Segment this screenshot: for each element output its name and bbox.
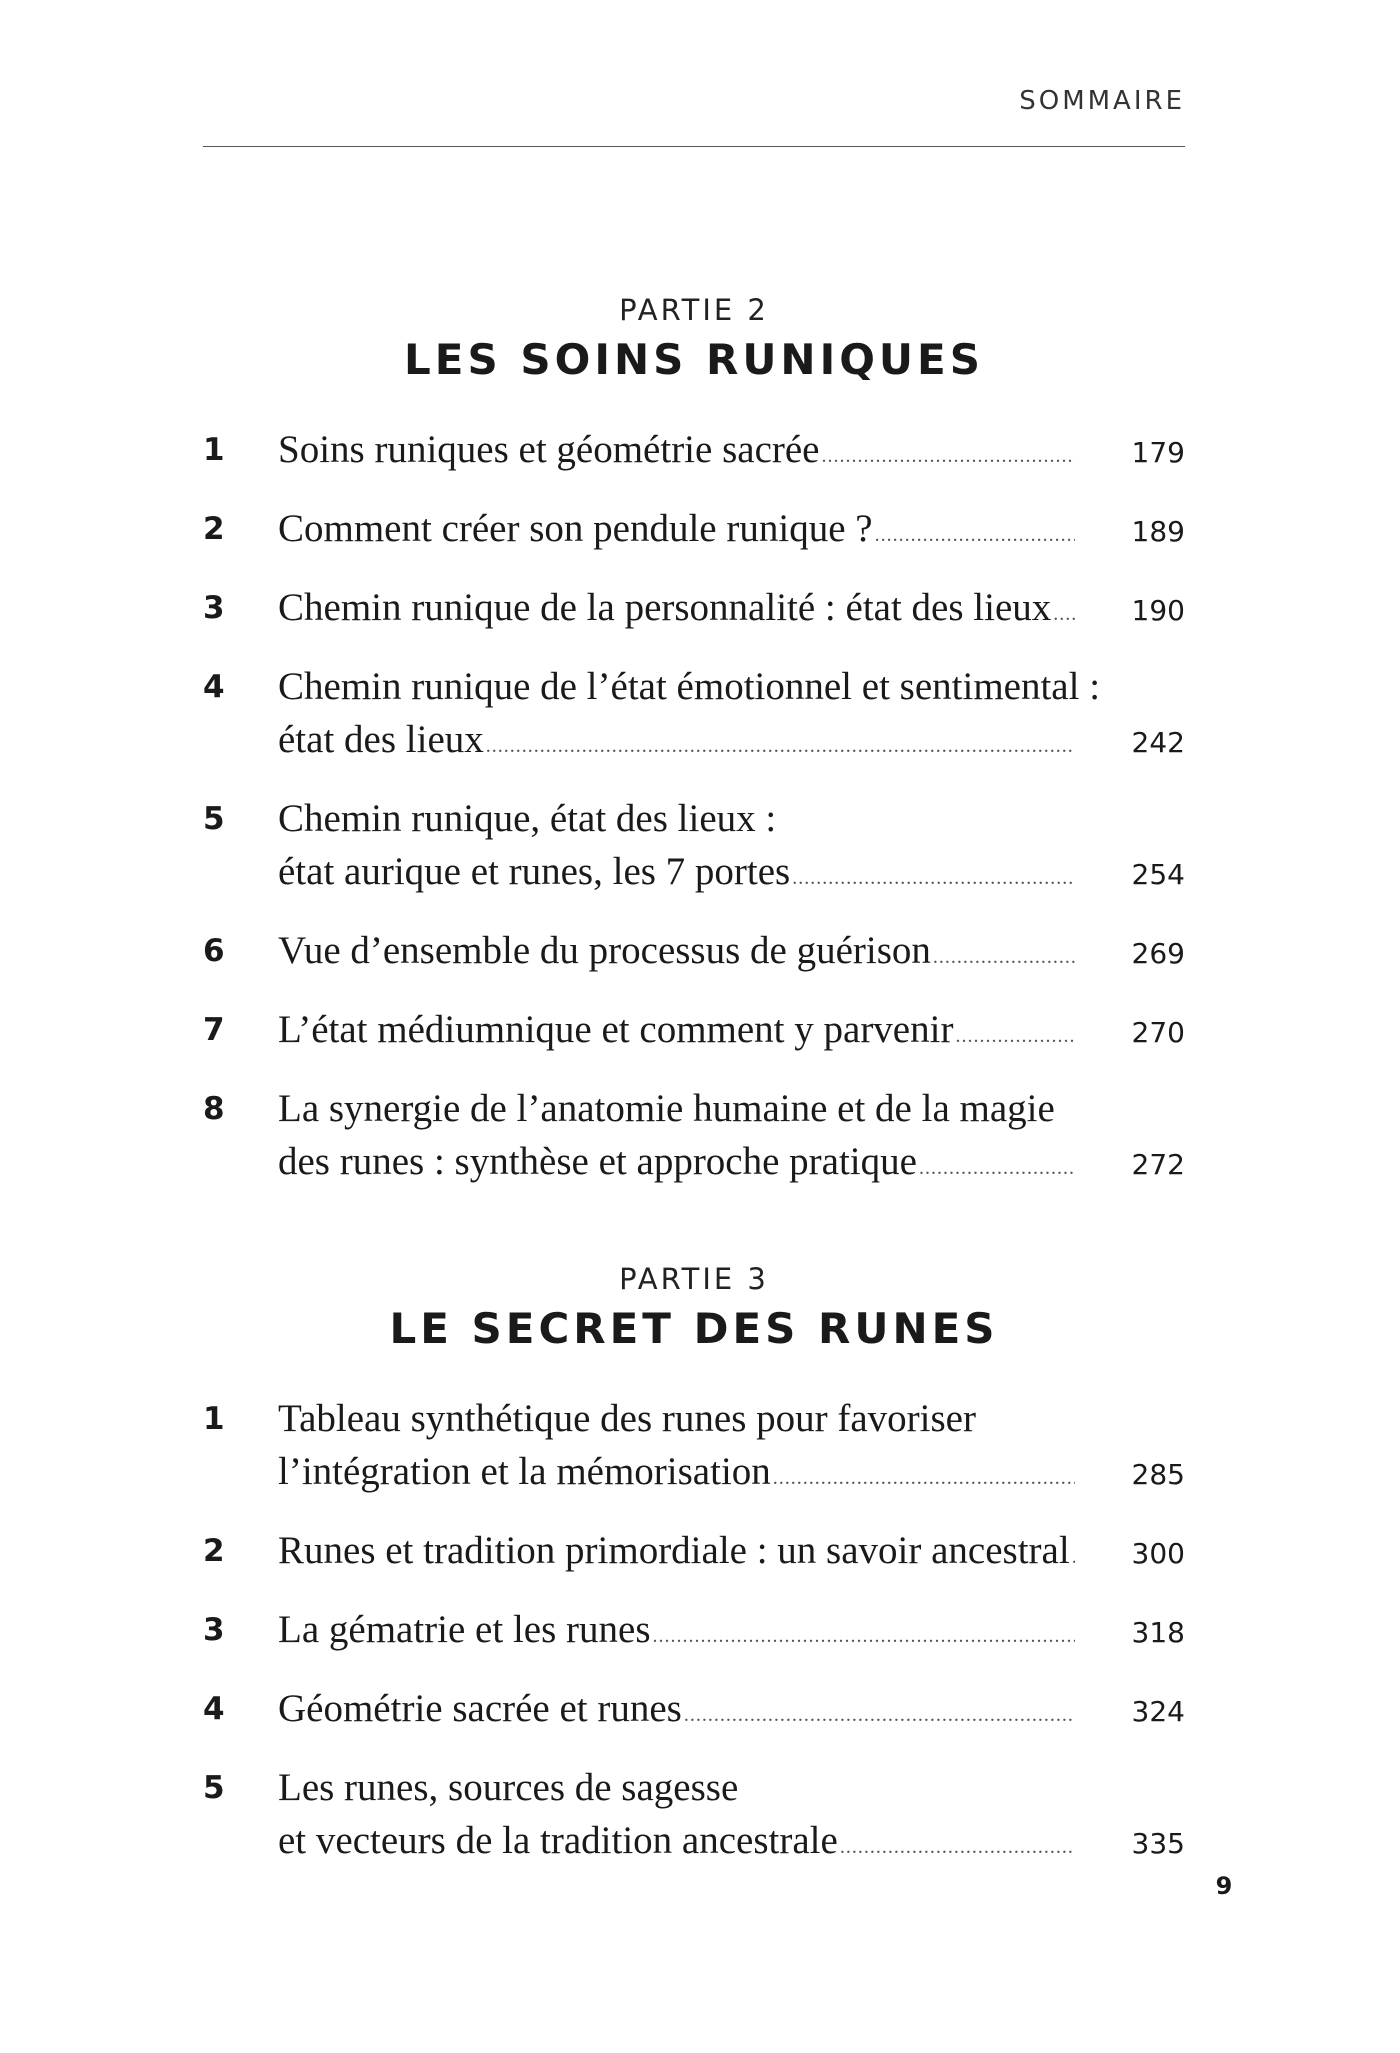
chapter-number: 3	[203, 1612, 225, 1648]
part-section	[203, 293, 1185, 1214]
chapter-number: 1	[203, 1401, 225, 1437]
page-reference: 335	[1131, 1827, 1185, 1860]
toc-entry[interactable]	[203, 792, 1185, 905]
chapter-title-text: La synergie de l’anatomie humaine et de la magie	[278, 1087, 1055, 1130]
page-reference: 179	[1131, 436, 1185, 469]
chapter-number: 2	[203, 511, 225, 547]
chapter-title-text: Chemin runique de l’état émotionnel et sentimental :	[278, 665, 1101, 708]
chapter-title	[278, 1761, 1185, 1874]
part-title: LES SOINS RUNIQUES	[404, 335, 984, 384]
chapter-title-text: état des lieux	[278, 718, 484, 761]
toc-entry[interactable]	[203, 1003, 1185, 1063]
chapter-number: 6	[203, 933, 225, 969]
page-reference: 324	[1131, 1695, 1185, 1728]
chapter-title-line	[278, 1445, 1185, 1505]
toc-entry[interactable]	[203, 423, 1185, 483]
chapter-title-line	[278, 581, 1185, 641]
chapter-title-text: Les runes, sources de sagesse	[278, 1766, 739, 1809]
page-reference: 269	[1131, 937, 1185, 970]
toc-list	[203, 1392, 1185, 1874]
chapter-title-line	[278, 924, 1185, 984]
dot-leader	[792, 852, 1075, 905]
toc-entry[interactable]	[203, 1761, 1185, 1874]
page-reference: 190	[1131, 594, 1185, 627]
chapter-title-text: et vecteurs de la tradition ancestrale	[278, 1819, 838, 1862]
page-reference: 285	[1131, 1458, 1185, 1491]
chapter-title-line	[278, 423, 1185, 483]
chapter-title	[278, 423, 1185, 483]
chapter-title-text: Tableau synthétique des runes pour favoriser	[278, 1397, 976, 1440]
chapter-number: 2	[203, 1533, 225, 1569]
chapter-title-line	[278, 1814, 1185, 1874]
part-title: LE SECRET DES RUNES	[389, 1304, 999, 1353]
chapter-title-text: Chemin runique, état des lieux :	[278, 797, 777, 840]
part-label: PARTIE 2	[619, 293, 769, 327]
dot-leader	[1072, 1531, 1075, 1584]
chapter-number: 5	[203, 801, 225, 837]
dot-leader	[684, 1689, 1075, 1742]
chapter-title-line	[278, 660, 1185, 713]
toc-entry[interactable]	[203, 1524, 1185, 1584]
toc-entry[interactable]	[203, 1082, 1185, 1195]
chapter-title-line	[278, 502, 1185, 562]
chapter-title	[278, 792, 1185, 905]
toc-entry[interactable]	[203, 1603, 1185, 1663]
chapter-title-line	[278, 1003, 1185, 1063]
running-head: SOMMAIRE	[1019, 86, 1185, 116]
chapter-title	[278, 660, 1185, 773]
chapter-title-text: Comment créer son pendule runique ?	[278, 507, 873, 550]
chapter-title	[278, 1603, 1185, 1663]
chapter-title-text: Soins runiques et géométrie sacrée	[278, 428, 820, 471]
chapter-number: 3	[203, 590, 225, 626]
page-reference: 242	[1131, 726, 1185, 759]
chapter-title-text: état aurique et runes, les 7 portes	[278, 850, 791, 893]
chapter-title	[278, 924, 1185, 984]
chapter-number: 4	[203, 1691, 225, 1727]
page-reference: 254	[1131, 858, 1185, 891]
chapter-number: 1	[203, 432, 225, 468]
page-reference: 300	[1131, 1537, 1185, 1570]
header-rule	[203, 146, 1185, 147]
chapter-title-line	[278, 1761, 1185, 1814]
toc-entry[interactable]	[203, 502, 1185, 562]
dot-leader	[486, 720, 1075, 773]
chapter-title	[278, 1082, 1185, 1195]
toc-entry[interactable]	[203, 660, 1185, 773]
chapter-title	[278, 581, 1185, 641]
part-section	[203, 1262, 1185, 1893]
chapter-title-text: des runes : synthèse et approche pratique	[278, 1140, 917, 1183]
chapter-title-line	[278, 1135, 1185, 1195]
dot-leader	[773, 1452, 1075, 1505]
dot-leader	[919, 1142, 1075, 1195]
dot-leader	[822, 430, 1076, 483]
chapter-title	[278, 1392, 1185, 1505]
chapter-number: 8	[203, 1091, 225, 1127]
chapter-title-text: l’intégration et la mémorisation	[278, 1450, 771, 1493]
page-reference: 270	[1131, 1016, 1185, 1049]
dot-leader	[840, 1821, 1075, 1874]
dot-leader	[955, 1010, 1075, 1063]
chapter-number: 5	[203, 1770, 225, 1806]
chapter-title	[278, 1524, 1185, 1584]
page-reference: 318	[1131, 1616, 1185, 1649]
chapter-title-line	[278, 1603, 1185, 1663]
chapter-title-line	[278, 1082, 1185, 1135]
toc-list	[203, 423, 1185, 1195]
chapter-title-line	[278, 713, 1185, 773]
toc-entry[interactable]	[203, 581, 1185, 641]
chapter-title	[278, 502, 1185, 562]
chapter-title-text: Runes et tradition primordiale : un savoir ancestral	[278, 1529, 1070, 1572]
chapter-title	[278, 1682, 1185, 1742]
chapter-title-line	[278, 845, 1185, 905]
page-reference: 189	[1131, 515, 1185, 548]
chapter-title-text: Géométrie sacrée et runes	[278, 1687, 682, 1730]
chapter-title-line	[278, 1392, 1185, 1445]
chapter-number: 4	[203, 669, 225, 705]
dot-leader	[653, 1610, 1076, 1663]
part-label: PARTIE 3	[619, 1262, 769, 1296]
chapter-title-text: La gématrie et les runes	[278, 1608, 651, 1651]
chapter-title-text: Vue d’ensemble du processus de guérison	[278, 929, 931, 972]
dot-leader	[875, 509, 1075, 562]
chapter-title-text: Chemin runique de la personnalité : état des lieux	[278, 586, 1052, 629]
chapter-number: 7	[203, 1012, 225, 1048]
dot-leader	[933, 931, 1075, 984]
chapter-title-line	[278, 1524, 1185, 1584]
toc-entry[interactable]	[203, 1682, 1185, 1742]
chapter-title-line	[278, 1682, 1185, 1742]
page-number: 9	[1215, 1872, 1233, 1900]
toc-entry[interactable]	[203, 924, 1185, 984]
chapter-title-line	[278, 792, 1185, 845]
chapter-title-text: L’état médiumnique et comment y parvenir	[278, 1008, 954, 1051]
toc-entry[interactable]	[203, 1392, 1185, 1505]
chapter-title	[278, 1003, 1185, 1063]
page-reference: 272	[1131, 1148, 1185, 1181]
dot-leader	[1053, 588, 1075, 641]
